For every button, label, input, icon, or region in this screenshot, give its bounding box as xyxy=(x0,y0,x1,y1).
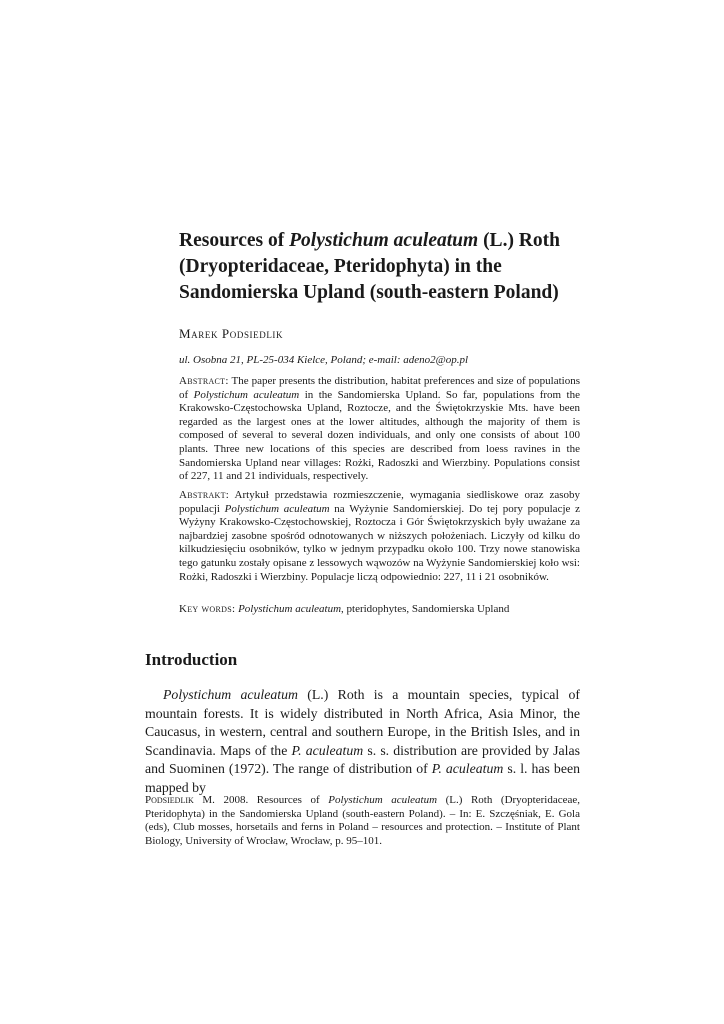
abstract-text-1: The paper presents the distribution, habitat preferences and size of populations of xyxy=(179,375,580,401)
keywords xyxy=(179,603,580,617)
abstract-english xyxy=(179,375,580,484)
citation-text-2: (L.) Roth (Dryopteridaceae, Pteridophyta) in the Sandomierska Upland (south-eastern Poland). – In: E. Szczęśniak, E. Gola (eds), Club mosses, horsetails and ferns in Poland – resources and protection. – Institute of Plant Biology, University of Wrocław, Wrocław, p. 95–101. xyxy=(145,794,581,847)
abstrakt-text-1: Artykuł przedstawia rozmieszczenie, wymagania siedliskowe oraz zasoby populacji xyxy=(179,489,580,515)
abstrakt-text-2: na Wyżynie Sandomierskiej. Do tej pory populacje z Wyżyny Krakowsko-Częstochowskiej, Roztocza i Gór Świętokrzyskich były uważane za najbardziej zasobne spośród odnotowanych w niższych położeniach. Liczyły od kilku do kilkudziesięciu osobników, tylko w jednym przypadku około 100. Trzy nowe stanowiska tego gatunku zostały opisane z lessowych wąwozów na Wyżynie Sandomierskiej koło wsi: Rożki, Radoszki i Wierzbiny. Populacje liczą odpowiednio: 227, 11 i 21 osobników. xyxy=(179,502,580,583)
abstract-label: Abstract: xyxy=(179,375,229,387)
abstrakt-species: Polystichum aculeatum xyxy=(224,502,330,515)
abstrakt-label: Abstrakt: xyxy=(179,489,230,501)
intro-text-1: (L.) Roth is a mountain species, typical of mountain forests. It is widely distributed in North Africa, Asia Minor, the Caucasus, in western, central and southern Europe, in the British Isles, and in Scandinavia. Maps of the xyxy=(145,687,581,758)
intro-text-3: s. l. has been mapped by xyxy=(145,761,580,795)
citation-footer xyxy=(145,794,580,848)
title-prefix: Resources of xyxy=(179,230,290,251)
intro-text-2: s. s. distribution are provided by Jalas and Suominen (1972). The range of distribution of xyxy=(145,742,580,776)
abstract-species: Polystichum aculeatum xyxy=(193,388,300,401)
abstract-text-2: in the Sandomierska Upland. So far, populations from the Krakowsko-Częstochowska Upland, Roztocze, and the Świętokrzyskie Mts. have been regarded as the largest ones at the lower altitudes, although the majority of them is composed of several to several dozen individuals, and only one consists of about 100 plants. Three new locations of this species are described from loess ravines in the Sandomierska Upland near villages: Rożki, Radoszki and Wierzbiny. Populations consist of 227, 11 and 21 individuals, respectively. xyxy=(179,388,580,483)
intro-species-2: P. aculeatum xyxy=(291,742,364,758)
introduction-body xyxy=(145,686,580,797)
keywords-species: Polystichum aculeatum xyxy=(238,603,342,615)
intro-species-3: P. aculeatum xyxy=(431,761,504,776)
title-species: Polystichum aculeatum xyxy=(289,230,479,251)
citation-text-1: M. 2008. Resources of xyxy=(193,794,329,806)
title-suffix: (L.) Roth (Dryopteridaceae, Pteridophyta) in the Sandomierska Upland (south-eastern Poland) xyxy=(179,230,560,303)
abstract-polish xyxy=(179,489,580,584)
keywords-label: Key words: xyxy=(179,603,236,615)
intro-species-1: Polystichum aculeatum xyxy=(163,687,298,702)
author-address: ul. Osobna 21, PL-25-034 Kielce, Poland; e-mail: adeno2@op.pl xyxy=(179,354,469,366)
citation-author: Podsiedlik xyxy=(145,794,194,806)
introduction-paragraph xyxy=(145,686,580,797)
section-heading-introduction: Introduction xyxy=(145,650,238,669)
author-name: Marek Podsiedlik xyxy=(179,326,284,341)
citation-species: Polystichum aculeatum xyxy=(328,794,438,806)
keywords-rest: , pteridophytes, Sandomierska Upland xyxy=(341,603,510,615)
paper-title xyxy=(179,228,589,306)
